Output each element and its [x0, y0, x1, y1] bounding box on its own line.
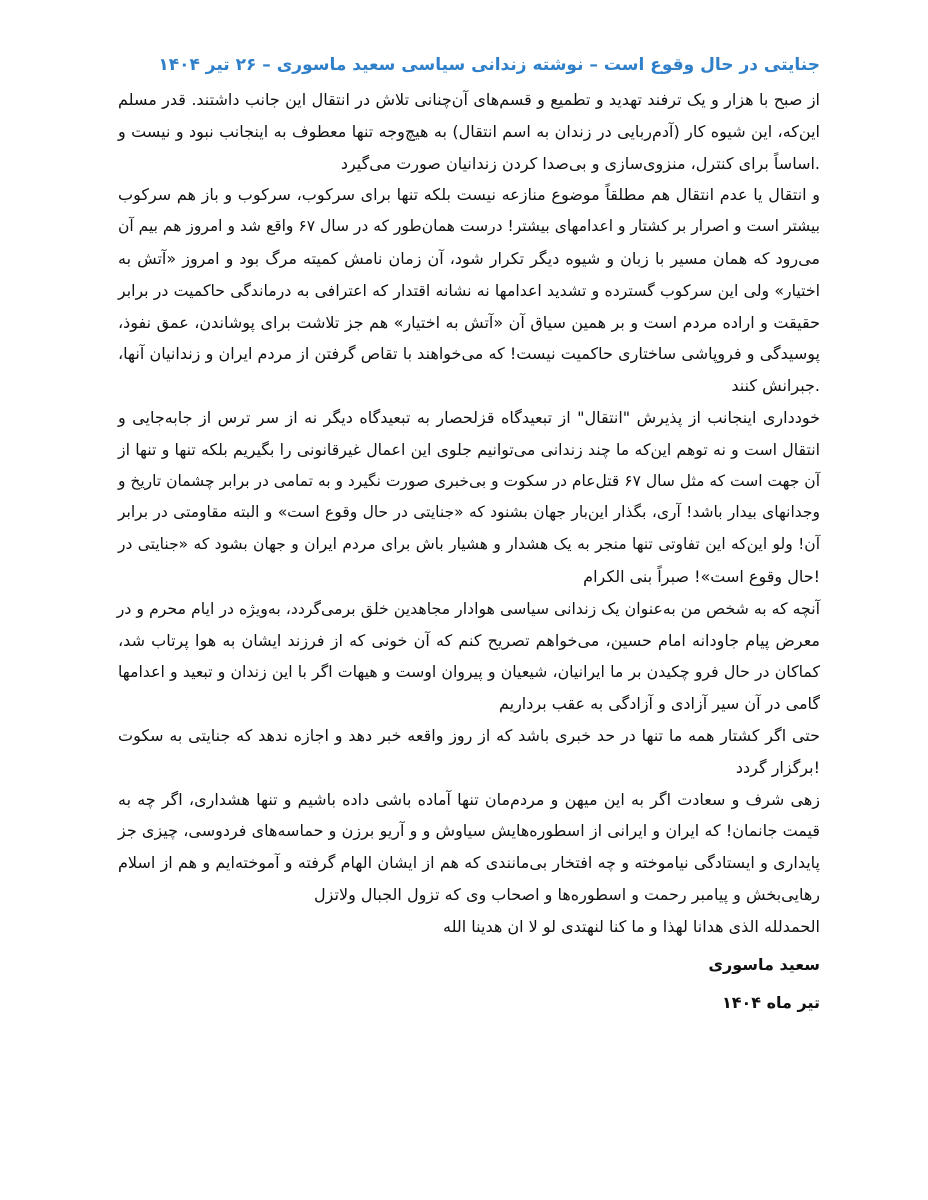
paragraph — [118, 179, 820, 402]
text-line: انتقال است و نه توهم این‌که ما چند زندانی می‌توانیم جلوی این اعمال غیرقانونی را بگیریم بلکه تنها و تنها از — [118, 439, 820, 459]
text-line: و انتقال یا عدم انتقال هم مطلقاً موضوع منازعه نیست بلکه تنها برای سرکوب، سرکوب و باز هم سرکوب — [118, 185, 820, 205]
text-line: حتی اگر کشتار همه ما تنها در حد خبری باشد که از روز واقعه خبر دهد و اجازه ندهد که جنایتی به سکوت — [118, 725, 820, 745]
text-line: آن! ولو این‌که این تفاوتی تنها منجر به یک هشدار و هشیار باش برای مردم ایران و جهان بشود که «جنایتی در — [118, 535, 820, 554]
paragraph — [118, 784, 820, 911]
paragraph — [118, 84, 820, 179]
signature-name: سعید ماسوری — [708, 954, 820, 974]
text-line: اختیار» ولی این سرکوب گسترده و تشدید اعدامها نه نشانه اقتدار که اعترافی به درماندگی حاکمیت در برابر — [118, 280, 820, 300]
text-line: می‌رود که همان مسیر با زبان و شیوه دیگر تکرار شود، آن زمان نامش کمیته مرگ بود و امروز «آتش به — [118, 248, 820, 268]
text-line: پایداری و ایستادگی نیاموخته و چه افتخار بی‌مانندی که هم از ایشان الهام گرفته و آموخته‌ایم و هم از اسلام — [118, 853, 820, 873]
text-line: قیمت جانمان! که ایران و ایرانی از اسطوره‌هایش سیاوش و و آریو برزن و حماسه‌های فردوسی، چیزی جز — [118, 821, 820, 841]
paragraph — [118, 911, 820, 943]
text-line: بیشتر است و اصرار بر کشتار و اعدامهای بیشتر! درست همان‌طور که در سال ۶۷ واقع شد و امروز هم بیم آن — [118, 217, 820, 236]
text-line: از صبح با هزار و یک ترفند تهدید و تطمیع و قسم‌های آن‌چنانی تلاش در انتقال این جانب داشتند. قدر مسلم — [118, 90, 820, 109]
text-line: کماکان در حال فرو چکیدن بر ما ایرانیان، شیعیان و پیروان اوست و هیهات اگر با این زندان و تبعید و اعدامها — [118, 662, 820, 682]
text-line: گامی در آن سیر آزادی و آزادگی به عقب برداریم — [498, 694, 820, 714]
text-line: آنچه که به شخص من به‌عنوان یک زندانی سیاسی هوادار مجاهدین خلق برمی‌گردد، به‌ویژه در ایام محرم و در — [116, 598, 820, 618]
text-line: معرض پیام جاودانه امام حسین، می‌خواهم تصریح کنم که آن خونی که از فرزند ایشان به هوا پرتاب شد، — [118, 630, 820, 650]
text-line: !برگزار گردد — [735, 757, 820, 777]
paragraph — [118, 402, 820, 593]
text-line: وجدانهای بیدار باشد! آری، بگذار این‌بار جهان بشنود که «جنایتی در حال وقوع است» و البته مقاومتی در برابر — [118, 503, 820, 522]
text-line: .اساساً برای کنترل، منزوی‌سازی و بی‌صدا کردن زندانیان صورت می‌گیرد — [340, 153, 820, 173]
text-line: زهی شرف و سعادت اگر به این میهن و مردم‌مان تنها آماده باشی داده باشیم و تنها هشداری، اگر چه به — [118, 789, 820, 809]
text-line: آن جهت است که مثل سال ۶۷ قتل‌عام در سکوت و بی‌خبری صورت نگیرد و به تمامی در برابر چشمان تاریخ و — [117, 471, 820, 490]
text-line: حقیقت و اراده مردم است و بر همین سیاق آن «آتش به اختیار» هم جز تلاشت برای پوشاندن، عمق نفوذ، — [118, 312, 820, 332]
text-line: !حال وقوع است»! صبراً بنی الکرام — [583, 566, 820, 586]
document-title: جنایتی در حال وقوع است – نوشته زندانی سیاسی سعید ماسوری – ۲۶ تیر ۱۴۰۴ — [158, 55, 820, 75]
text-line: .جبرانش کنند — [731, 376, 820, 396]
text-line: الحمدلله الذی هدانا لهذا و ما کنا لنهتدی لو لا ان هدینا الله — [443, 916, 820, 936]
document-body — [118, 84, 820, 943]
text-line: خودداری اینجانب از پذیرش "انتقال" از تبعیدگاه قزلحصار به تبعیدگاه دیگر نه از سر ترس از جابه‌جایی و — [118, 407, 820, 427]
paragraph — [118, 720, 820, 784]
text-line: این‌که، این شیوه کار (آدم‌ربایی در زندان به اسم انتقال) به هیچ‌وجه تنها معطوف به اینجانب نبود و نیست و — [118, 121, 820, 141]
signature-date: تیر ماه ۱۴۰۴ — [721, 992, 820, 1012]
paragraph — [118, 593, 820, 720]
text-line: رهایی‌بخش و پیامبر رحمت و اسطوره‌ها و اصحاب وی که تزول الجبال ولاتزل — [314, 884, 820, 904]
text-line: پوسیدگی و فروپاشی ساختاری حاکمیت نیست! که می‌خواهند با تقاص گرفتن از مردم ایران و زندانیان آنها، — [118, 344, 820, 364]
